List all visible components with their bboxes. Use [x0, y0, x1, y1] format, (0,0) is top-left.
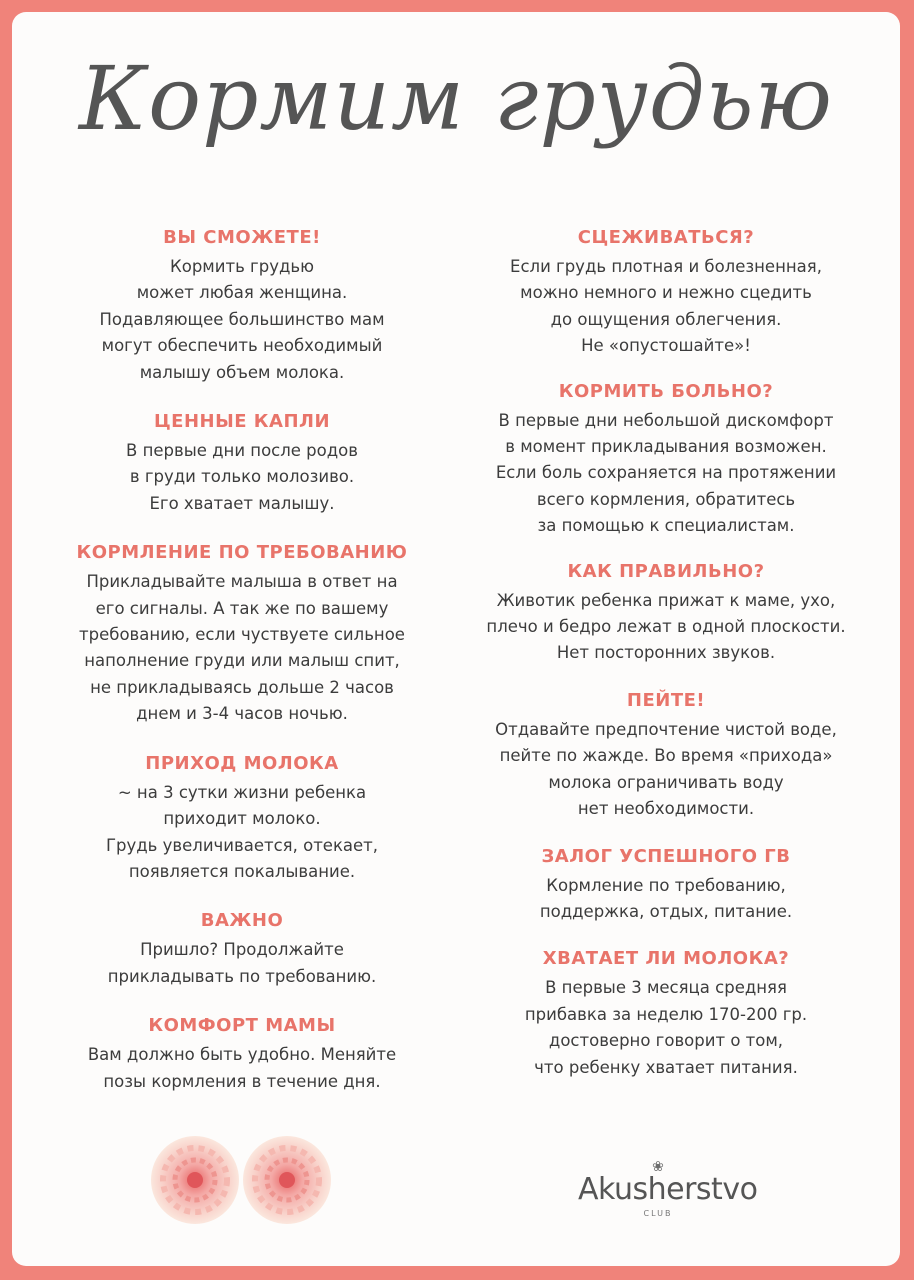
section — [464, 378, 868, 540]
body-line: может любая женщина. — [136, 283, 348, 303]
brand-leaf-icon: ❀ — [652, 1159, 664, 1175]
section — [464, 945, 868, 1081]
section-heading: ЗАЛОГ УСПЕШНОГО ГВ — [541, 845, 791, 867]
body-line: Нет посторонних звуков. — [556, 643, 776, 663]
body-line: В первые 3 месяца средняя — [545, 978, 787, 998]
body-line: молока ограничивать воду — [548, 772, 784, 792]
section-body — [40, 780, 444, 886]
body-line: Пришло? Продолжайте — [140, 940, 344, 960]
section — [40, 224, 444, 386]
body-line: достоверно говорит о том, — [548, 1031, 784, 1051]
section — [464, 687, 868, 823]
body-line: малышу объем молока. — [139, 362, 345, 382]
body-line: Прикладывайте малыша в ответ на — [86, 572, 398, 592]
body-line: можно немного и нежно сцедить — [520, 283, 812, 303]
section-heading: ЦЕННЫЕ КАПЛИ — [153, 411, 331, 433]
body-line: Отдавайте предпочтение чистой воде, — [495, 719, 837, 739]
section-heading: КОРМЛЕНИЕ ПО ТРЕБОВАНИЮ — [76, 542, 408, 564]
section-body — [464, 408, 868, 540]
section-body — [40, 438, 444, 517]
body-line: в момент прикладывания возможен. — [505, 437, 827, 457]
left-column — [40, 224, 444, 1095]
body-line: ~ на 3 сутки жизни ребенка — [117, 782, 367, 802]
section-heading: КОМФОРТ МАМЫ — [148, 1015, 336, 1037]
body-line: его сигналы. А так же по вашему — [95, 598, 389, 618]
section-heading: КОРМИТЬ БОЛЬНО? — [558, 380, 774, 402]
section-body — [464, 588, 868, 667]
flower-right-icon — [243, 1136, 331, 1224]
section-body — [464, 254, 868, 360]
section-body — [464, 975, 868, 1081]
section — [40, 907, 444, 990]
body-line: Кормление по требованию, — [546, 875, 786, 895]
body-line: поддержка, отдых, питание. — [539, 901, 793, 921]
body-line: прикладывать по требованию. — [107, 966, 377, 986]
section-body — [40, 937, 444, 990]
body-line: не прикладываясь дольше 2 часов — [90, 677, 394, 697]
section — [464, 224, 868, 360]
body-line: Животик ребенка прижат к маме, ухо, — [496, 590, 836, 610]
section-body — [464, 873, 868, 926]
right-column — [464, 224, 868, 1081]
body-line: нет необходимости. — [577, 799, 755, 819]
body-line: приходит молоко. — [163, 809, 321, 829]
section-heading: СЦЕЖИВАТЬСЯ? — [577, 227, 755, 248]
section-heading: ВАЖНО — [200, 910, 284, 932]
flower-illustration — [147, 1132, 347, 1232]
body-line: днем и 3-4 часов ночью. — [136, 704, 348, 724]
section — [40, 408, 444, 517]
section — [40, 750, 444, 886]
section — [40, 1012, 444, 1095]
body-line: в груди только молозиво. — [129, 467, 355, 487]
section — [40, 539, 444, 727]
section — [464, 558, 868, 667]
section-body — [40, 254, 444, 386]
poster-card — [12, 12, 900, 1266]
section — [464, 843, 868, 926]
flower-left-icon — [151, 1136, 239, 1224]
body-line: до ощущения облегчения. — [550, 309, 782, 329]
brand-name: Akusherstvo — [578, 1172, 758, 1207]
body-line: Если грудь плотная и болезненная, — [510, 257, 822, 276]
page-title: Кормим грудью — [79, 47, 833, 150]
body-line: появляется покалывание. — [128, 861, 356, 881]
body-line: Его хватает малышу. — [149, 493, 335, 513]
body-line: В первые дни небольшой дискомфорт — [498, 410, 834, 430]
section-heading: КАК ПРАВИЛЬНО? — [567, 560, 765, 582]
body-line: В первые дни после родов — [126, 441, 358, 461]
body-line: за помощью к специалистам. — [537, 516, 795, 536]
body-line: позы кормления в течение дня. — [103, 1071, 381, 1091]
body-line: требованию, если чуствуете сильное — [79, 625, 405, 645]
body-line: что ребенку хватает питания. — [534, 1057, 798, 1077]
body-line: могут обеспечить необходимый — [101, 336, 383, 356]
section-body — [464, 717, 868, 823]
section-heading: ПРИХОД МОЛОКА — [145, 752, 339, 774]
body-line: пейте по жажде. Во время «прихода» — [499, 746, 833, 766]
section-heading: ВЫ СМОЖЕТЕ! — [163, 227, 321, 248]
brand-subtitle: CLUB — [643, 1209, 673, 1218]
section-body — [40, 1042, 444, 1095]
body-line: Если боль сохраняется на протяжении — [495, 463, 837, 483]
body-line: Не «опустошайте»! — [581, 336, 751, 356]
body-line: Вам должно быть удобно. Меняйте — [87, 1045, 397, 1065]
body-line: всего кормления, обратитесь — [536, 489, 796, 509]
section-heading: ХВАТАЕТ ЛИ МОЛОКА? — [542, 948, 790, 970]
body-line: Подавляющее большинство мам — [99, 309, 385, 329]
body-line: прибавка за неделю 170-200 гр. — [524, 1004, 808, 1024]
body-line: Кормить грудью — [170, 257, 314, 276]
brand-logo — [578, 1159, 758, 1220]
section-body — [40, 569, 444, 727]
body-line: наполнение груди или малыш спит, — [84, 651, 400, 671]
body-line: плечо и бедро лежат в одной плоскости. — [486, 617, 846, 637]
body-line: Грудь увеличивается, отекает, — [105, 835, 379, 855]
section-heading: ПЕЙТЕ! — [626, 689, 706, 711]
